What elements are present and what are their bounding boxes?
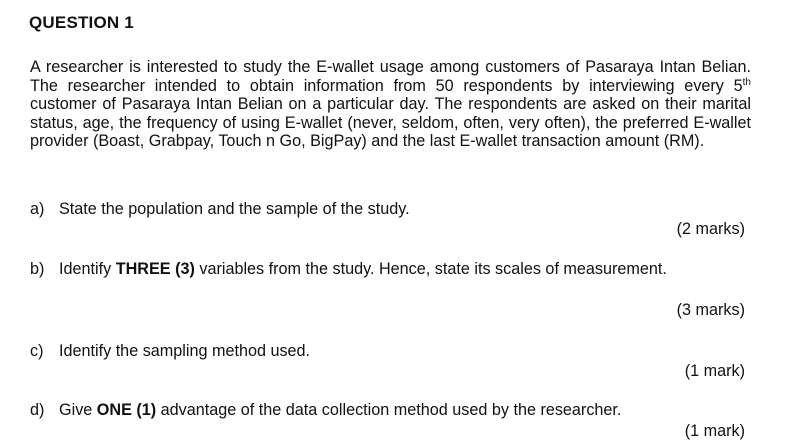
part-b-text-before: Identify xyxy=(59,260,116,278)
part-a-marks: (2 marks) xyxy=(676,220,745,238)
part-d-text-after: advantage of the data collection method used by the researcher. xyxy=(156,401,622,419)
intro-text-part2: customer of Pasaraya Intan Belian on a particular day. The respondents are asked on their marital status, age, the frequency of using E-wallet (never, seldom, often, very often), the preferred E-wallet provider (Boast, Grabpay, Touch n Go, BigPay) and the last E-wallet transaction amount (RM). xyxy=(30,95,751,151)
question-heading: QUESTION 1 xyxy=(29,13,134,32)
part-a-text: State the population and the sample of the study. xyxy=(59,200,410,218)
part-d-text-before: Give xyxy=(59,401,97,419)
part-c-text: Identify the sampling method used. xyxy=(59,342,311,360)
part-b-label: b) xyxy=(30,260,45,278)
part-a-label: a) xyxy=(30,200,45,218)
part-a xyxy=(30,200,410,219)
intro-text-part1: A researcher is interested to study the E-wallet usage among customers of Pasaraya Intan Belian. The researcher intended to obtain information from 50 respondents by interviewing every 5 xyxy=(30,58,751,95)
part-c-marks: (1 mark) xyxy=(684,362,745,380)
question-intro-paragraph xyxy=(30,58,751,151)
part-d-marks: (1 mark) xyxy=(684,422,745,440)
part-c xyxy=(30,342,310,361)
part-d-label: d) xyxy=(30,401,45,419)
part-b-text-after: variables from the study. Hence, state its scales of measurement. xyxy=(194,260,667,278)
part-d-bold: ONE (1) xyxy=(96,401,157,419)
part-b xyxy=(30,260,667,279)
intro-superscript: th xyxy=(742,76,751,88)
part-c-label: c) xyxy=(30,342,44,360)
part-b-bold: THREE (3) xyxy=(115,260,195,278)
part-d xyxy=(30,401,621,420)
part-b-marks: (3 marks) xyxy=(676,301,745,319)
